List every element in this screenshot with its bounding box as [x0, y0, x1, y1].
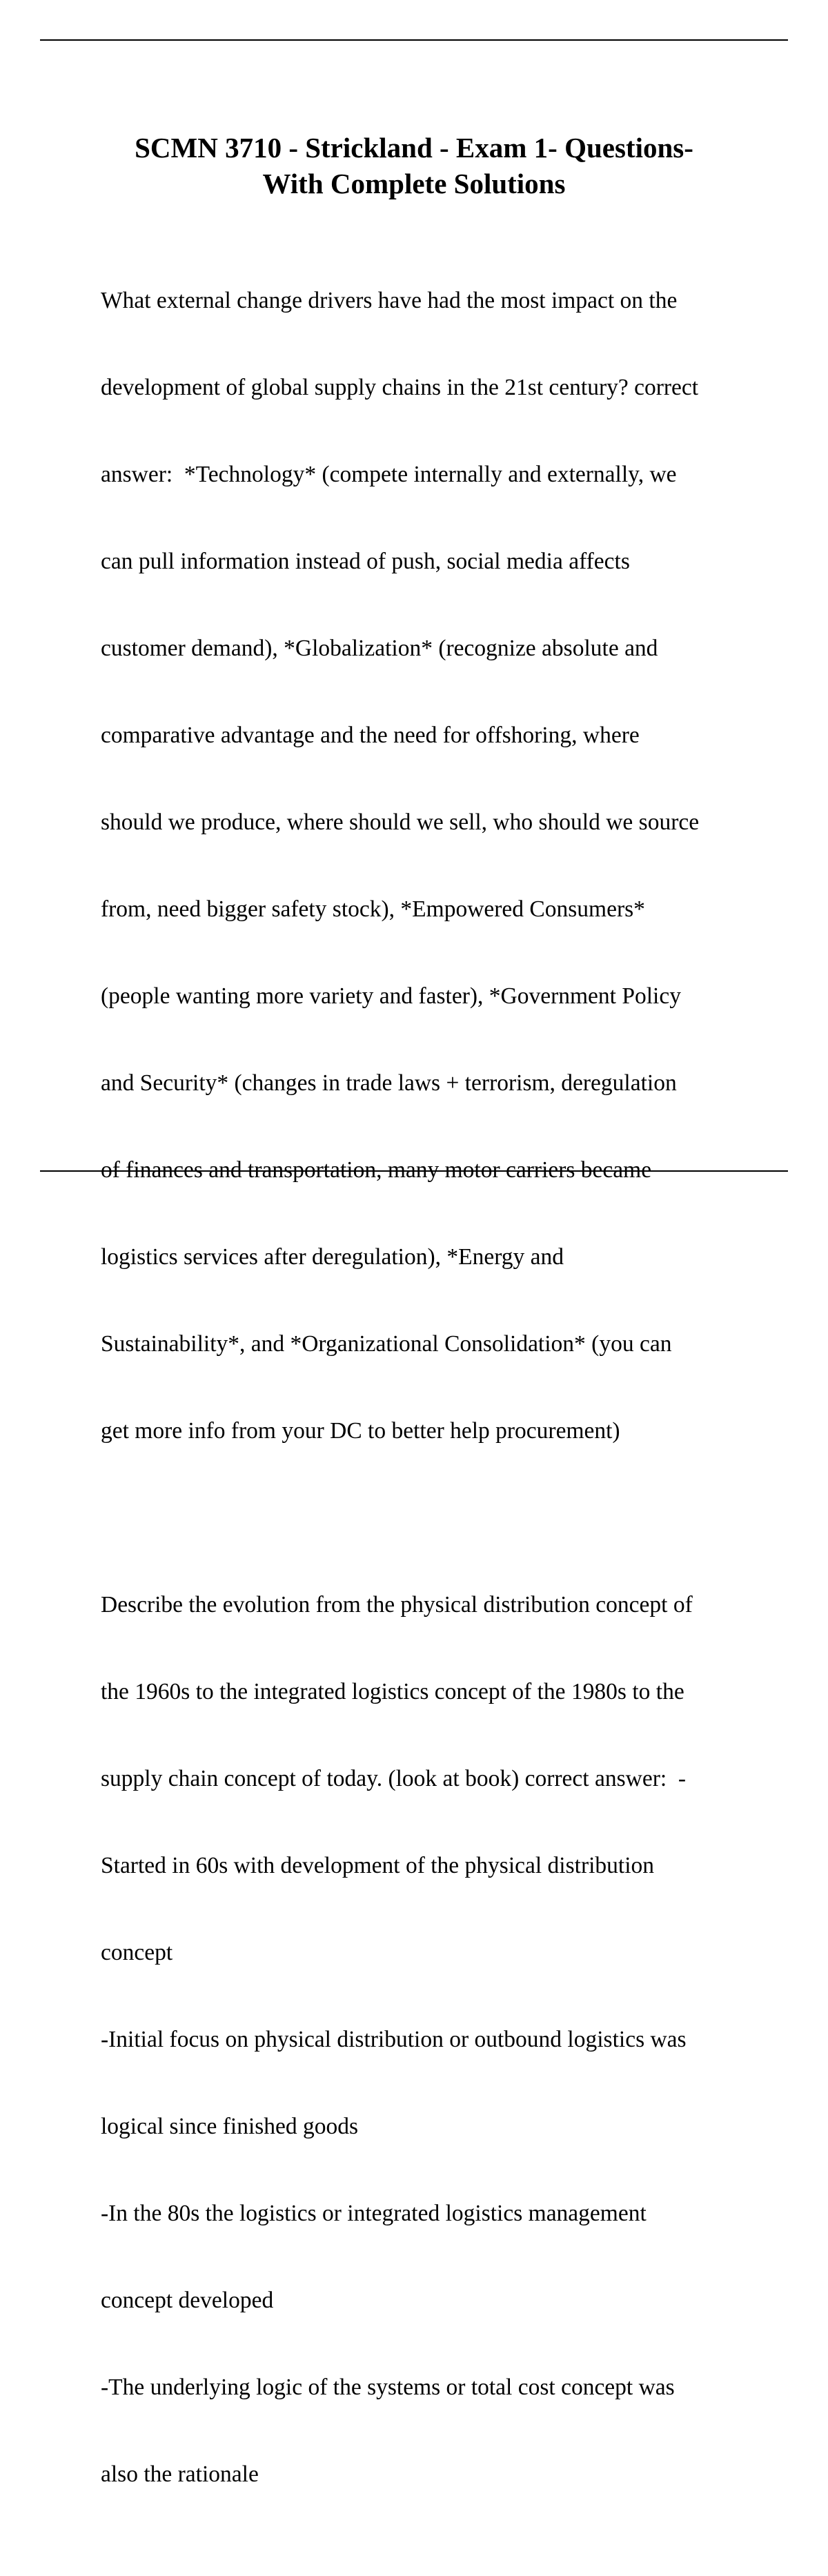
document-title — [83, 130, 745, 201]
title-line: SCMN 3710 - Strickland - Exam 1- Questions- — [135, 132, 693, 164]
text-line: logical since finished goods — [101, 2114, 359, 2139]
text-line: development of global supply chains in the 21st century? correct — [101, 375, 699, 400]
text-line: concept developed — [101, 2288, 274, 2313]
text-line: concept — [101, 1940, 173, 1965]
text-line: of finances and transportation, many motor carriers became — [101, 1157, 652, 1183]
text-line: can pull information instead of push, social media affects — [101, 549, 630, 574]
text-line: comparative advantage and the need for offshoring, where — [101, 722, 640, 748]
text-line: customer demand), *Globalization* (recognize absolute and — [101, 636, 658, 661]
qa-block-external-drivers — [101, 228, 756, 1504]
bottom-rule — [40, 1170, 788, 1172]
text-line: Started in 60s with development of the physical distribution — [101, 1853, 655, 1878]
text-line: What external change drivers have had the most impact on the — [101, 288, 678, 313]
text-line: Sustainability*, and *Organizational Consolidation* (you can — [101, 1331, 672, 1357]
text-line: answer: *Technology* (compete internally and externally, we — [101, 462, 677, 487]
text-line: -In the 80s the logistics or integrated logistics management — [101, 2201, 647, 2226]
title-line: With Complete Solutions — [262, 168, 566, 199]
text-line: -Initial focus on physical distribution or outbound logistics was — [101, 2027, 687, 2052]
document-body — [101, 228, 756, 2576]
text-line: from, need bigger safety stock), *Empowered Consumers* — [101, 896, 645, 922]
text-line: and Security* (changes in trade laws + terrorism, deregulation — [101, 1070, 677, 1096]
text-line: logistics services after deregulation), *Energy and — [101, 1244, 564, 1270]
text-line: supply chain concept of today. (look at book) correct answer: - — [101, 1766, 687, 1791]
qa-block-evolution — [101, 1533, 756, 2547]
top-rule — [40, 39, 788, 41]
text-line: the 1960s to the integrated logistics concept of the 1980s to the — [101, 1679, 684, 1704]
text-line: (people wanting more variety and faster), *Government Policy — [101, 983, 681, 1009]
text-line: should we produce, where should we sell, who should we source — [101, 809, 700, 835]
text-line: -The underlying logic of the systems or total cost concept was — [101, 2375, 675, 2400]
text-line: also the rationale — [101, 2461, 259, 2487]
text-line: get more info from your DC to better help procurement) — [101, 1418, 620, 1444]
text-line: Describe the evolution from the physical distribution concept of — [101, 1592, 693, 1618]
